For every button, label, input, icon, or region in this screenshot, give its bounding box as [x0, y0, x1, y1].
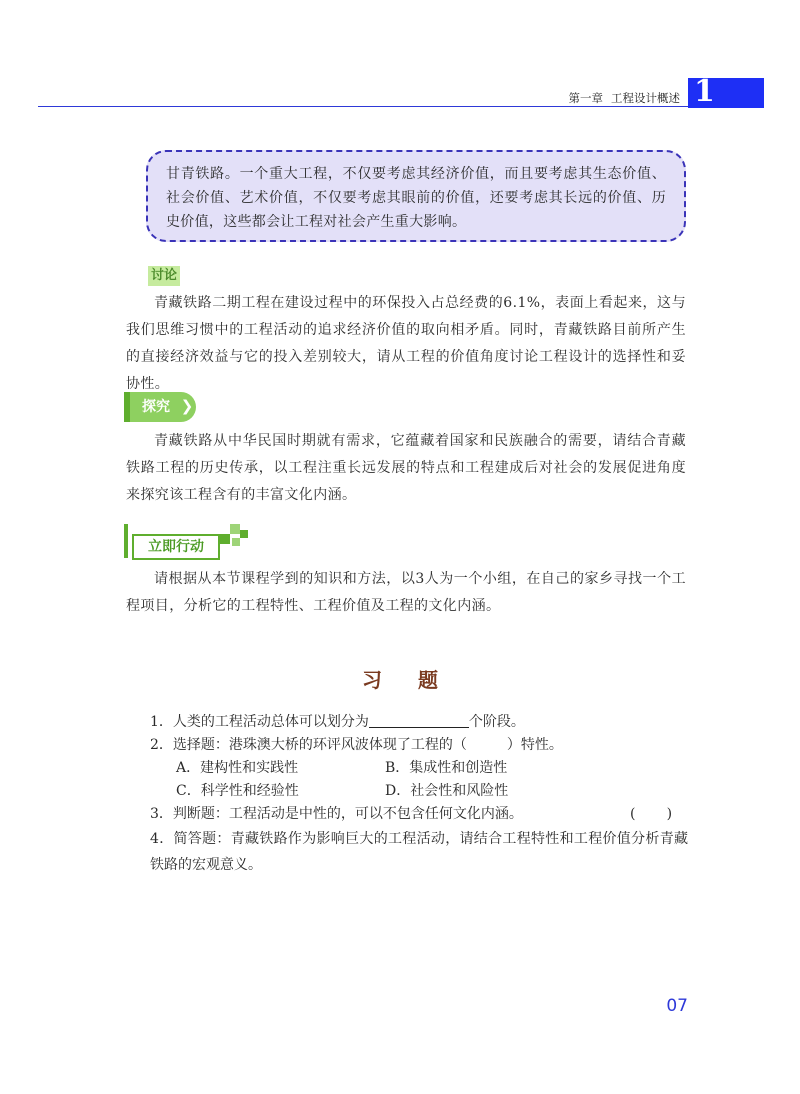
action-tag-label: 立即行动: [132, 534, 220, 560]
explore-paragraph: 青藏铁路从中华民国时期就有需求，它蕴藏着国家和民族融合的需要，请结合青藏铁路工程的历史传承，以工程注重长远发展的特点和工程建成后对社会的发展促进角度来探究该工程含有的丰富文化内涵。: [126, 433, 686, 503]
action-tag-bar: [124, 524, 128, 558]
decor-square-icon: [240, 530, 248, 538]
exercise-3: 3．判断题：工程活动是中性的，可以不包含任何文化内涵。: [150, 806, 523, 822]
explore-tag: [124, 392, 196, 422]
option-d: D．社会性和风险性: [385, 783, 509, 799]
fill-blank: [369, 713, 469, 728]
exercises-title: 习题: [362, 668, 474, 692]
option-a: A．建构性和实践性: [176, 760, 299, 776]
page-number: 07: [666, 996, 688, 1016]
discussion-paragraph: 青藏铁路二期工程在建设过程中的环保投入占总经费的6.1%，表面上看起来，这与我们思维习惯中的工程活动的追求经济价值的取向相矛盾。同时，青藏铁路目前所产生的直接经济效益与它的投入差别较大，请从工程的价值角度讨论工程设计的选择性和妥协性。: [126, 295, 686, 392]
exercise-2-text-after: ）特性。: [506, 737, 563, 753]
chapter-number-tab: [688, 74, 764, 109]
exercise-3-answer-paren: ( ): [630, 806, 673, 822]
chapter-title: 工程设计概述: [611, 91, 680, 105]
running-header: [520, 90, 680, 106]
exercise-4: 4．简答题：青藏铁路作为影响巨大的工程活动，请结合工程特性和工程价值分析青藏铁路的宏观意义。: [150, 831, 688, 873]
decor-square-icon: [232, 538, 240, 546]
action-tag: [124, 524, 224, 560]
header-rule: [38, 106, 688, 107]
exercise-2: [150, 733, 563, 757]
callout-text: 甘青铁路。一个重大工程，不仅要考虑其经济价值，而且要考虑其生态价值、社会价值、艺术价值，不仅要考虑其眼前的价值，还要考虑其长远的价值、历史价值，这些都会让工程对社会产生重大影响。: [166, 166, 666, 230]
decor-square-icon: [230, 524, 240, 534]
option-b: B．集成性和创造性: [385, 760, 508, 776]
chapter-label: 第一章: [568, 91, 603, 105]
chapter-number: 1: [694, 74, 715, 109]
exercise-2-text-before: 2．选择题：港珠澳大桥的环评风波体现了工程的（: [150, 737, 467, 753]
discussion-tag: 讨论: [148, 266, 180, 286]
option-c: C．科学性和经验性: [176, 783, 299, 799]
chevron-right-icon: ❯: [180, 397, 194, 415]
action-paragraph: 请根据从本节课程学到的知识和方法，以3人为一个小组，在自己的家乡寻找一个工程项目，分析它的工程特性、工程价值及工程的文化内涵。: [126, 571, 686, 614]
explore-tag-bar: [124, 392, 130, 422]
exercise-1: [150, 710, 525, 734]
explore-tag-label: 探究: [142, 399, 170, 415]
decor-square-icon: [220, 534, 230, 544]
exercise-1-text-before: 1．人类的工程活动总体可以划分为: [150, 714, 369, 730]
exercise-1-text-after: 个阶段。: [468, 714, 525, 730]
callout-box: [146, 150, 686, 242]
